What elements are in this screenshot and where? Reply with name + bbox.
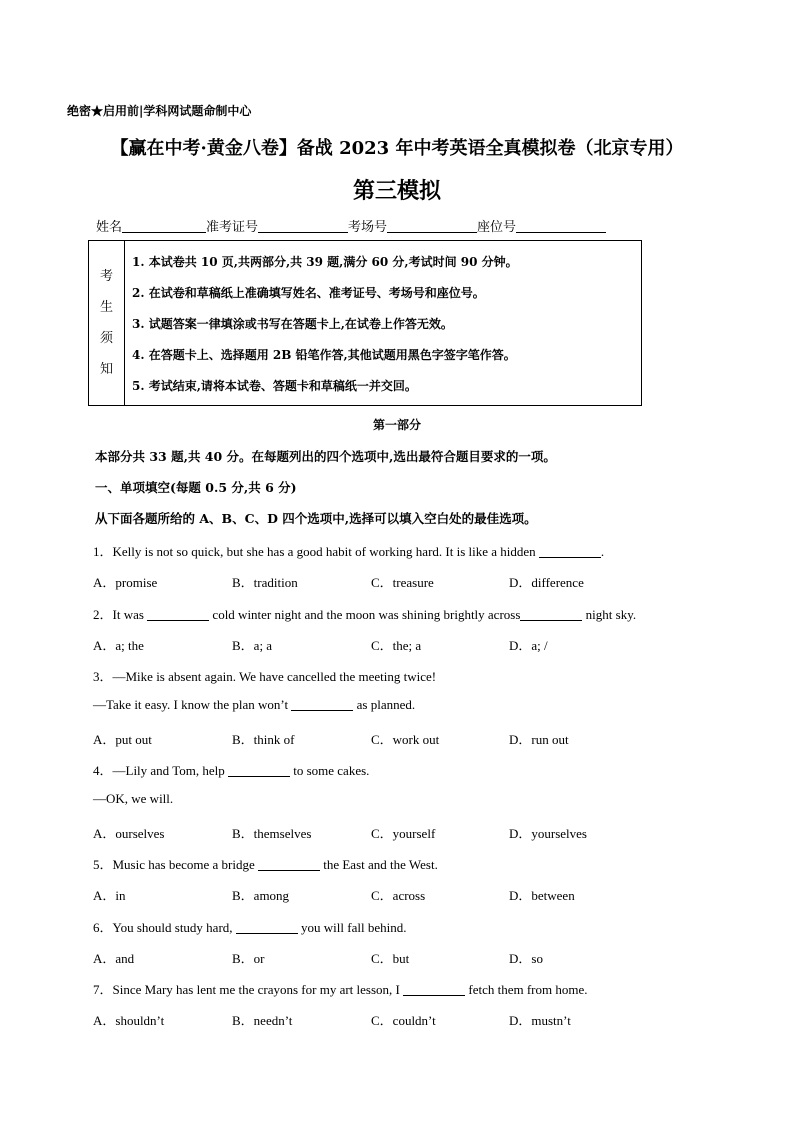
question-text: to some cakes. [289, 763, 370, 778]
part-title: 第一部分 [372, 418, 421, 432]
exam-room-field[interactable]: 考场号 [348, 216, 477, 235]
candidate-info-row [96, 216, 606, 235]
question-text: 6．You should study hard, [93, 920, 236, 935]
question-stem [93, 979, 588, 998]
answer-option[interactable]: D．so [509, 951, 543, 966]
answer-option[interactable]: B．a; a [232, 638, 273, 653]
question-text: 4．—Lily and Tom, help [93, 763, 228, 778]
question-text: 1．Kelly is not so quick, but she has a good habit of working hard. It is like a hidden [93, 544, 539, 559]
seat-number-field[interactable]: 座位号 [477, 216, 606, 235]
question-text: 7．Since Mary has lent me the crayons for my art lesson, I [93, 982, 404, 997]
notice-item: 4. 在答题卡上、选择题用 2B 铅笔作答,其他试题用黑色字签字笔作答。 [132, 348, 516, 362]
answer-option[interactable]: A．and [93, 951, 135, 966]
notice-items [132, 253, 518, 408]
exam-number-field[interactable]: 准考证号 [206, 216, 348, 235]
question-text: 5．Music has become a bridge [93, 857, 258, 872]
answer-blank [520, 608, 582, 621]
answer-blank [236, 921, 298, 934]
exam-title: 【赢在中考·黄金八卷】备战 2023 年中考英语全真模拟卷（北京专用） [110, 138, 684, 159]
answer-option[interactable]: C．work out [371, 732, 440, 747]
exam-subtitle: 第三模拟 [352, 178, 441, 204]
answer-option[interactable]: C．the; a [371, 638, 422, 653]
question-text: . [600, 544, 605, 559]
question-stem [93, 760, 369, 779]
section-title: 一、单项填空(每题 0.5 分,共 6 分) [95, 480, 297, 495]
question-text: 2．It was [93, 607, 148, 622]
answer-option[interactable]: B．themselves [232, 826, 312, 841]
candidate-notice-box [88, 240, 642, 406]
answer-blank [291, 698, 353, 711]
question-stem [93, 917, 406, 936]
answer-option[interactable]: B．tradition [232, 575, 298, 590]
answer-option[interactable]: B．needn’t [232, 1013, 293, 1028]
answer-blank [403, 983, 465, 996]
question-text: you will fall behind. [297, 920, 407, 935]
answer-option[interactable]: C．across [371, 888, 426, 903]
answer-option[interactable]: A．shouldn’t [93, 1013, 165, 1028]
notice-item: 3. 试题答案一律填涂或书写在答题卡上,在试卷上作答无效。 [132, 317, 453, 331]
notice-label-char: 须 [99, 331, 113, 346]
answer-option[interactable]: C．treasure [371, 575, 434, 590]
notice-label [89, 241, 125, 405]
answer-option[interactable]: D．mustn’t [509, 1013, 571, 1028]
answer-option[interactable]: D．difference [509, 575, 584, 590]
answer-option[interactable]: D．a; / [509, 638, 548, 653]
answer-option[interactable]: C．yourself [371, 826, 436, 841]
answer-option[interactable]: C．but [371, 951, 410, 966]
answer-blank [258, 858, 320, 871]
answer-option[interactable]: D．between [509, 888, 575, 903]
answer-option[interactable]: C．couldn’t [371, 1013, 436, 1028]
question-text: night sky. [582, 607, 637, 622]
answer-option[interactable]: A．promise [93, 575, 158, 590]
notice-label-char: 知 [99, 362, 113, 377]
answer-option[interactable]: B．among [232, 888, 290, 903]
question-text: —OK, we will. [93, 791, 174, 806]
name-field[interactable]: 姓名 [96, 216, 206, 235]
notice-item: 5. 考试结束,请将本试卷、答题卡和草稿纸一并交回。 [132, 379, 417, 393]
answer-option[interactable]: A．in [93, 888, 126, 903]
question-stem [93, 854, 438, 873]
answer-option[interactable]: A．a; the [93, 638, 144, 653]
notice-label-char: 生 [99, 300, 113, 315]
question-text: the East and the West. [319, 857, 438, 872]
question-stem [93, 604, 636, 623]
answer-option[interactable]: A．ourselves [93, 826, 165, 841]
question-stem [93, 697, 415, 713]
notice-label-char: 考 [99, 269, 113, 284]
answer-option[interactable]: D．yourselves [509, 826, 587, 841]
confidential-mark: 绝密★启用前|学科网试题命制中心 [67, 104, 252, 118]
question-text: 3．—Mike is absent again. We have cancelled the meeting twice! [93, 669, 437, 684]
answer-blank [147, 608, 209, 621]
question-stem [93, 666, 436, 685]
answer-option[interactable]: B．think of [232, 732, 295, 747]
question-text: as planned. [353, 697, 416, 712]
answer-option[interactable]: A．put out [93, 732, 152, 747]
answer-option[interactable]: B．or [232, 951, 265, 966]
question-text: cold winter night and the moon was shining brightly across [209, 607, 521, 622]
part-intro: 本部分共 33 题,共 40 分。在每题列出的四个选项中,选出最符合题目要求的一项。 [95, 449, 556, 464]
notice-item: 1. 本试卷共 10 页,共两部分,共 39 题,满分 60 分,考试时间 90 分钟。 [132, 255, 518, 269]
section-instruction: 从下面各题所给的 A、B、C、D 四个选项中,选择可以填入空白处的最佳选项。 [95, 511, 537, 526]
question-text: —Take it easy. I know the plan won’t [93, 697, 292, 712]
answer-blank [228, 764, 290, 777]
question-stem [93, 791, 173, 807]
answer-blank [539, 545, 601, 558]
answer-option[interactable]: D．run out [509, 732, 569, 747]
question-text: fetch them from home. [465, 982, 588, 997]
question-stem [93, 541, 604, 560]
notice-item: 2. 在试卷和草稿纸上准确填写姓名、准考证号、考场号和座位号。 [132, 286, 485, 300]
